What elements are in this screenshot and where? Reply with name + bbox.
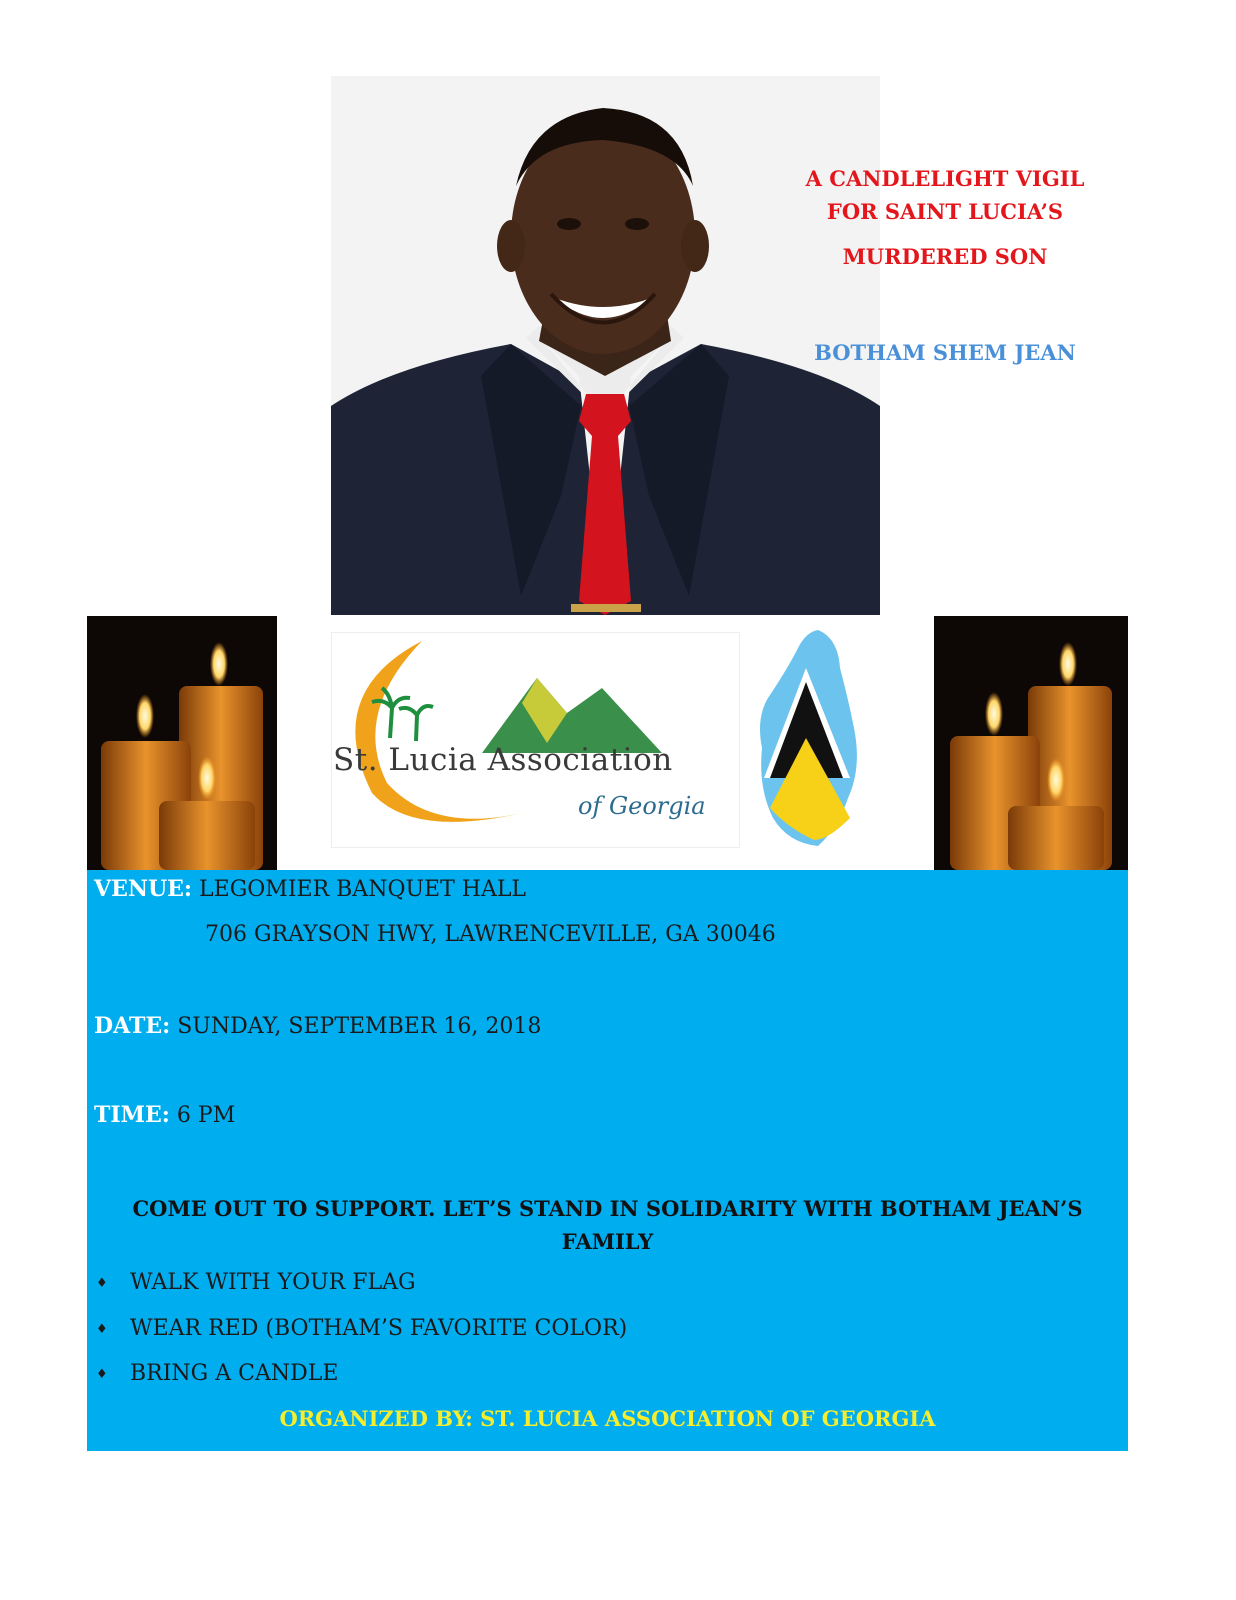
candles-image-right — [934, 616, 1128, 870]
call-to-action — [87, 1192, 1128, 1258]
date-label: DATE: — [94, 1013, 171, 1039]
venue-label: VENUE: — [94, 876, 193, 902]
headline-line-3: MURDERED SON — [842, 244, 1048, 269]
honoree-name: BOTHAM SHEM JEAN — [814, 340, 1076, 365]
venue-row — [94, 876, 526, 902]
bullet-text: WEAR RED (BOTHAM’S FAVORITE COLOR) — [130, 1316, 628, 1341]
list-item — [96, 1361, 338, 1386]
bullet-text: BRING A CANDLE — [130, 1361, 339, 1386]
saint-lucia-flag-map — [748, 628, 864, 850]
date-row — [94, 1013, 541, 1039]
time-value: 6 PM — [176, 1103, 236, 1128]
time-row — [94, 1102, 235, 1128]
logo-subtitle: of Georgia — [578, 792, 706, 820]
call-to-action-line-2: FAMILY — [561, 1229, 654, 1254]
list-item — [96, 1270, 416, 1295]
diamond-bullet-icon: ♦ — [96, 1366, 108, 1382]
bullet-text: WALK WITH YOUR FLAG — [130, 1270, 416, 1295]
call-to-action-line-1: COME OUT TO SUPPORT. LET’S STAND IN SOLIDARITY WITH BOTHAM JEAN’S — [132, 1196, 1083, 1221]
logo-title: St. Lucia Association — [333, 742, 673, 778]
venue-value: LEGOMIER BANQUET HALL — [199, 877, 527, 902]
candles-image-left — [87, 616, 277, 870]
diamond-bullet-icon: ♦ — [96, 1275, 108, 1291]
diamond-bullet-icon: ♦ — [96, 1321, 108, 1337]
headline-line-2: FOR SAINT LUCIA’S — [826, 199, 1064, 224]
headline-line-1: A CANDLELIGHT VIGIL — [805, 166, 1085, 191]
date-value: SUNDAY, SEPTEMBER 16, 2018 — [177, 1014, 542, 1039]
time-label: TIME: — [94, 1102, 170, 1128]
organizer-credit: ORGANIZED BY: ST. LUCIA ASSOCIATION OF GEORGIA — [279, 1406, 936, 1431]
venue-address: 706 GRAYSON HWY, LAWRENCEVILLE, GA 30046 — [205, 922, 776, 947]
vigil-headline — [770, 168, 1120, 276]
list-item — [96, 1316, 627, 1341]
event-details-panel — [87, 870, 1128, 1451]
